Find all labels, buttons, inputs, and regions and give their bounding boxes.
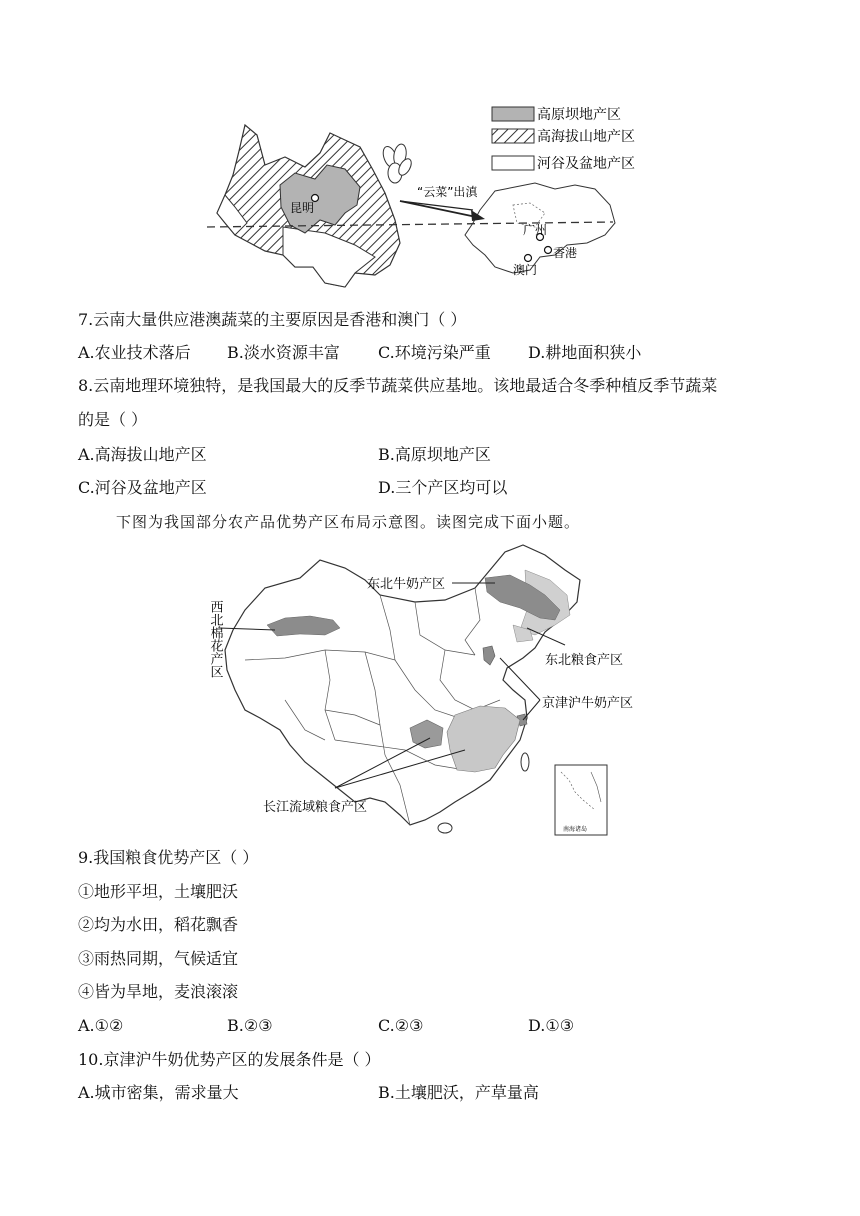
map1-legend	[492, 106, 635, 172]
hongkong-label: 香港	[553, 246, 578, 260]
q9-item-2: ②均为水田，稻花飘香	[78, 915, 239, 934]
legend-valley: 河谷及盆地产区	[537, 156, 635, 172]
q8-stem-line1: 8.云南地理环境独特，是我国最大的反季节蔬菜供应基地。该地最适合冬季种植反季节蔬菜	[78, 376, 718, 395]
yunnan-vegetable-map	[195, 95, 665, 300]
q8-option-a[interactable]: A.高海拔山地产区	[78, 445, 207, 464]
q9-option-d[interactable]: D.①③	[528, 1016, 575, 1035]
intro-text: 下图为我国部分农产品优势产区布局示意图。读图完成下面小题。	[116, 513, 581, 531]
q9-option-c[interactable]: C.②③	[378, 1016, 424, 1035]
legend-plateau: 高原坝地产区	[537, 107, 621, 123]
q10-option-a[interactable]: A.城市密集，需求量大	[78, 1083, 239, 1102]
legend-highland: 高海拔山地产区	[537, 129, 635, 145]
q8-option-d[interactable]: D.三个产区均可以	[378, 478, 508, 497]
q10-option-b[interactable]: B.土壤肥沃，产草量高	[378, 1083, 539, 1102]
q7-option-d[interactable]: D.耕地面积狭小	[528, 343, 642, 362]
china-agriculture-map	[205, 540, 655, 840]
kunming-label: 昆明	[290, 201, 315, 215]
q9-item-4: ④皆为旱地，麦浪滚滚	[78, 982, 239, 1001]
q9-stem: 9.我国粮食优势产区（ ）	[78, 848, 259, 867]
q7-option-c[interactable]: C.环境污染严重	[378, 343, 491, 362]
south-china-sea-inset	[555, 765, 607, 835]
jjh-milk-label: 京津沪牛奶产区	[542, 696, 634, 711]
macau-label: 澳门	[513, 263, 538, 277]
q8-stem-line2: 的是（ ）	[78, 410, 148, 429]
q9-option-a[interactable]: A.①②	[78, 1016, 124, 1035]
q7-option-a[interactable]: A.农业技术落后	[78, 343, 191, 362]
yangtze-grain-label: 长江流域粮食产区	[263, 800, 368, 815]
q7-stem: 7.云南大量供应港澳蔬菜的主要原因是香港和澳门（ ）	[78, 310, 467, 329]
q9-option-b[interactable]: B.②③	[227, 1016, 273, 1035]
ne-grain-label: 东北粮食产区	[545, 653, 624, 668]
guangzhou-label: 广州	[523, 223, 548, 237]
macau-marker	[525, 255, 532, 262]
q9-item-3: ③雨热同期，气候适宜	[78, 949, 239, 968]
yuncai-arrow	[400, 201, 485, 221]
nw-cotton-label: 西北棉花产区	[207, 600, 223, 678]
ne-milk-label: 东北牛奶产区	[367, 577, 446, 592]
yuncai-label: “云菜”出滇	[417, 185, 478, 199]
q9-item-1: ①地形平坦，土壤肥沃	[78, 882, 239, 901]
vegetable-icon	[381, 143, 414, 183]
q8-option-c[interactable]: C.河谷及盆地产区	[78, 478, 207, 497]
hongkong-marker	[545, 247, 552, 254]
q8-option-b[interactable]: B.高原坝地产区	[378, 445, 491, 464]
q10-stem: 10.京津沪牛奶优势产区的发展条件是（ ）	[78, 1050, 381, 1069]
inset-label: 南海诸岛	[563, 826, 588, 833]
q7-option-b[interactable]: B.淡水资源丰富	[227, 343, 340, 362]
yangtze-grain-region	[447, 706, 520, 772]
